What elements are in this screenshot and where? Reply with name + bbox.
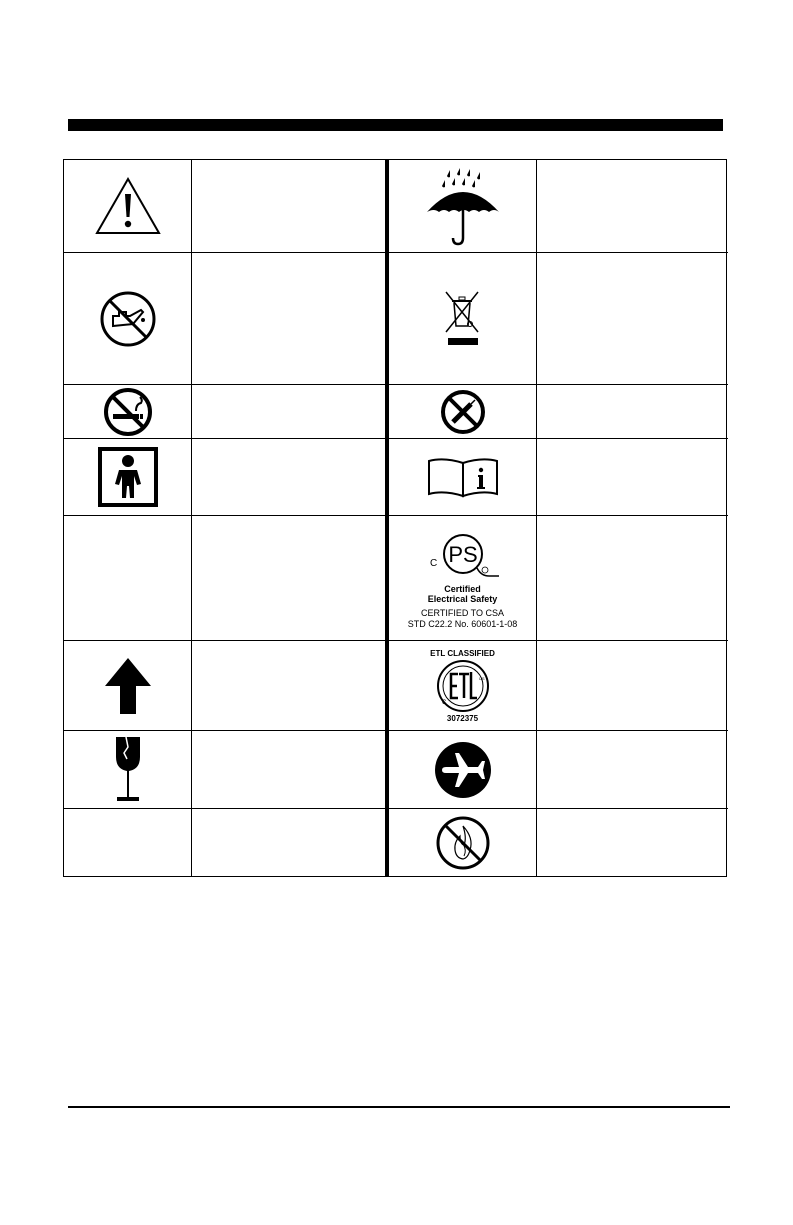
column-divider [191, 160, 192, 876]
airplane-icon [389, 731, 536, 808]
svg-text:US: US [478, 675, 485, 681]
svg-text:C: C [429, 558, 437, 569]
csa-std-line1: CERTIFIED TO CSA [420, 608, 505, 618]
csa-logo-icon [423, 526, 503, 584]
symbols-table [63, 159, 727, 877]
row-divider [64, 808, 385, 809]
etl-classified-mark [389, 641, 536, 730]
weee-bin-icon [389, 253, 536, 384]
no-open-flame-icon [389, 809, 536, 877]
csa-std-line2: STD C22.2 No. 60601-1-08 [407, 619, 518, 629]
consult-instructions-icon [389, 439, 536, 515]
keep-dry-icon [389, 160, 536, 252]
csa-certified-line1: Certified [444, 584, 481, 594]
warning-icon [64, 160, 191, 252]
svg-text:C: C [441, 699, 446, 706]
etl-number: 3072375 [446, 713, 479, 723]
fragile-icon [64, 731, 191, 808]
etl-logo-icon [433, 658, 493, 714]
svg-text:PS: PS [447, 542, 478, 567]
csa-certified-line2: Electrical Safety [427, 594, 498, 604]
csa-certification-mark [389, 516, 536, 640]
this-way-up-icon [64, 641, 191, 730]
footer-rule [68, 1106, 730, 1108]
no-needle-icon [389, 385, 536, 438]
etl-classified-label: ETL CLASSIFIED [430, 648, 495, 658]
no-oil-icon [64, 253, 191, 384]
type-bf-applied-part-icon [64, 439, 191, 515]
no-smoking-icon [64, 385, 191, 438]
header-rule [68, 119, 723, 131]
row-divider [64, 515, 385, 516]
column-divider [536, 160, 537, 876]
